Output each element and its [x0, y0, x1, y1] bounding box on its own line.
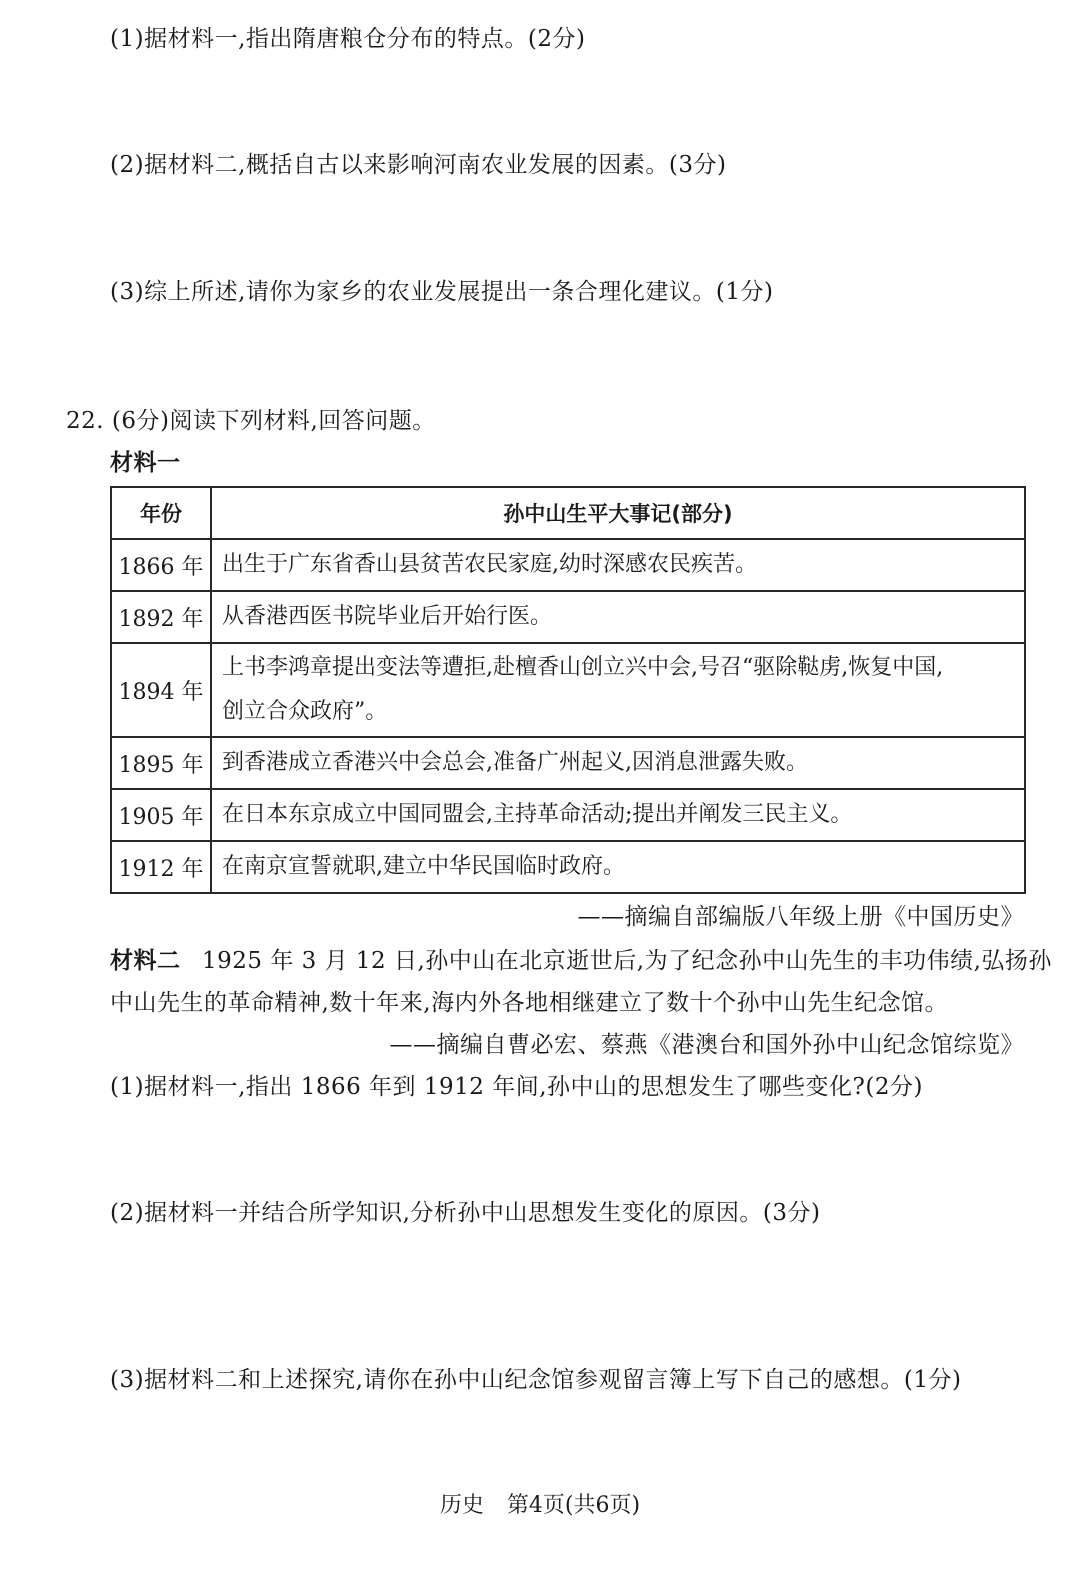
table-cell-event — [211, 643, 1025, 737]
table-cell-event: 从香港西医书院毕业后开始行医。 — [211, 591, 1025, 643]
material2-text-line1: 1925 年 3 月 12 日,孙中山在北京逝世后,为了纪念孙中山先生的丰功伟绩,弘扬孙 — [202, 948, 1052, 974]
table-cell-event: 出生于广东省香山县贫苦农民家庭,幼时深感农民疾苦。 — [211, 539, 1025, 591]
table-row — [111, 841, 1025, 893]
q21-sub1: (1)据材料一,指出隋唐粮仓分布的特点。(2分) — [110, 26, 586, 52]
table-row — [111, 789, 1025, 841]
table-cell-event-line2: 创立合众政府”。 — [222, 699, 388, 724]
material2-label: 材料二 — [110, 948, 181, 974]
page-footer — [0, 1488, 1080, 1519]
q22-header: 22. (6分)阅读下列材料,回答问题。 — [66, 408, 436, 434]
table-cell-event-line1: 上书李鸿章提出变法等遭拒,赴檀香山创立兴中会,号召“驱除鞑虏,恢复中国, — [222, 655, 944, 680]
material2-text-line2: 中山先生的革命精神,数十年来,海内外各地相继建立了数十个孙中山先生纪念馆。 — [110, 990, 949, 1016]
table-row — [111, 737, 1025, 789]
q22-sub2: (2)据材料一并结合所学知识,分析孙中山思想发生变化的原因。(3分) — [110, 1200, 821, 1226]
footer-subject: 历史 — [439, 1493, 484, 1518]
table-cell-event: 在日本东京成立中国同盟会,主持革命活动;提出并阐发三民主义。 — [211, 789, 1025, 841]
table-cell-year: 1866 年 — [111, 539, 211, 591]
column-header-events: 孙中山生平大事记(部分) — [211, 487, 1025, 539]
source-citation-2: ——摘编自曹必宏、蔡燕《港澳台和国外孙中山纪念馆综览》 — [389, 1032, 1024, 1058]
table-cell-year: 1905 年 — [111, 789, 211, 841]
table-cell-year: 1895 年 — [111, 737, 211, 789]
q22-sub3: (3)据材料二和上述探究,请你在孙中山纪念馆参观留言簿上写下自己的感想。(1分) — [110, 1367, 962, 1393]
table-cell-event: 在南京宣誓就职,建立中华民国临时政府。 — [211, 841, 1025, 893]
table-row — [111, 539, 1025, 591]
q21-sub2: (2)据材料二,概括自古以来影响河南农业发展的因素。(3分) — [110, 152, 727, 178]
source-citation-1: ——摘编自部编版八年级上册《中国历史》 — [577, 904, 1024, 930]
table-row — [111, 591, 1025, 643]
table-cell-year: 1892 年 — [111, 591, 211, 643]
sun-yatsen-events-table — [110, 486, 1026, 894]
footer-page-number: 第4页(共6页) — [506, 1493, 641, 1518]
table-cell-year: 1894 年 — [111, 643, 211, 737]
q22-sub1: (1)据材料一,指出 1866 年到 1912 年间,孙中山的思想发生了哪些变化?(2分) — [110, 1074, 923, 1100]
table-row — [111, 643, 1025, 737]
table-cell-event: 到香港成立香港兴中会总会,准备广州起义,因消息泄露失败。 — [211, 737, 1025, 789]
table-header-row — [111, 487, 1025, 539]
table-cell-year: 1912 年 — [111, 841, 211, 893]
q21-sub3: (3)综上所述,请你为家乡的农业发展提出一条合理化建议。(1分) — [110, 279, 774, 305]
column-header-year: 年份 — [111, 487, 211, 539]
material1-label: 材料一 — [110, 450, 181, 476]
